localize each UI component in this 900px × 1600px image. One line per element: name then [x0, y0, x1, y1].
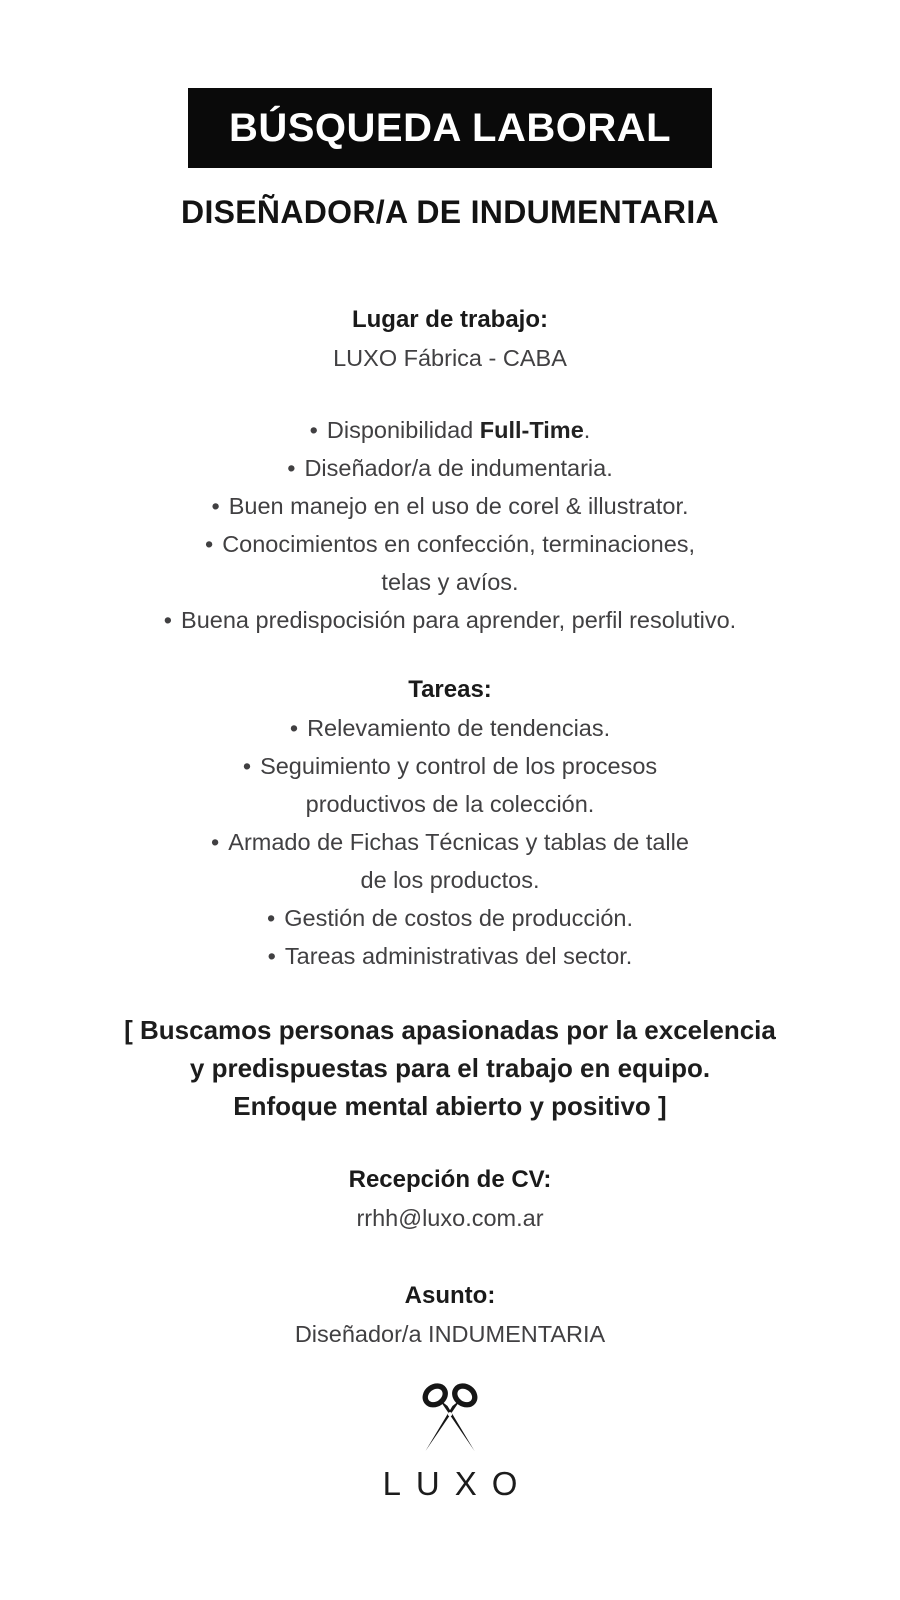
bullet-marker: •	[309, 417, 318, 443]
bullet-marker: •	[267, 943, 276, 969]
requirement-text: Diseñador/a de indumentaria.	[304, 455, 613, 481]
requirement-text-bold: Full-Time	[479, 417, 584, 443]
location-value: LUXO Fábrica - CABA	[333, 345, 567, 371]
subject-value: Diseñador/a INDUMENTARIA	[294, 1321, 606, 1347]
scissors-icon	[404, 1379, 496, 1461]
banner-title: BÚSQUEDA LABORAL	[228, 105, 672, 150]
task-item	[211, 899, 689, 937]
requirement-item	[164, 411, 736, 449]
requirement-text: telas y avíos.	[381, 569, 519, 595]
requirement-text: Disponibilidad	[326, 417, 480, 443]
requirement-text: Conocimientos en confección, terminaciones,	[222, 531, 696, 557]
task-text: Seguimiento y control de los procesos	[260, 753, 658, 779]
requirement-item	[164, 487, 736, 525]
section-subject	[295, 1277, 605, 1353]
values-note-line: [ Buscamos personas apasionadas por la excelencia	[124, 1015, 776, 1045]
cv-email: rrhh@luxo.com.ar	[356, 1205, 544, 1231]
bullet-marker: •	[211, 829, 220, 855]
task-item-continuation	[211, 785, 689, 823]
task-item	[211, 709, 689, 747]
task-text: Tareas administrativas del sector.	[284, 943, 633, 969]
subject-label: Asunto:	[404, 1282, 496, 1309]
banner	[188, 88, 712, 168]
bullet-marker: •	[287, 455, 296, 481]
requirement-text: Buena predispocisión para aprender, perfil resolutivo.	[181, 607, 737, 633]
bullet-marker: •	[163, 607, 173, 633]
task-text: Armado de Fichas Técnicas y tablas de talle	[228, 829, 689, 855]
task-item	[211, 823, 689, 861]
requirement-item	[164, 449, 736, 487]
task-text: de los productos.	[360, 867, 540, 893]
bullet-marker: •	[204, 531, 214, 557]
values-note-line: Enfoque mental abierto y positivo ]	[233, 1091, 667, 1121]
task-text: productivos de la colección.	[305, 791, 595, 817]
cv-label: Recepción de CV:	[348, 1166, 552, 1193]
requirement-item-continuation	[164, 563, 736, 601]
requirement-text: Buen manejo en el uso de corel & illustrator.	[228, 493, 689, 519]
task-text: Gestión de costos de producción.	[284, 905, 634, 931]
section-tasks	[211, 671, 689, 975]
brand-wordmark: LUXO	[382, 1465, 533, 1502]
section-cv-reception	[349, 1161, 552, 1237]
requirement-item	[164, 601, 736, 639]
task-text: Relevamiento de tendencias.	[307, 715, 611, 741]
requirement-item	[164, 525, 736, 563]
section-requirements	[164, 411, 736, 639]
bullet-marker: •	[289, 715, 299, 741]
brand-logo	[368, 1379, 533, 1503]
job-title: DISEÑADOR/A DE INDUMENTARIA	[181, 194, 719, 230]
tasks-label: Tareas:	[408, 676, 492, 703]
bullet-marker: •	[211, 493, 220, 519]
location-label: Lugar de trabajo:	[351, 306, 548, 333]
requirement-text-post: .	[583, 417, 591, 443]
section-location	[333, 301, 567, 377]
bullet-marker: •	[266, 905, 276, 931]
task-item-continuation	[211, 861, 689, 899]
bullet-marker: •	[242, 753, 252, 779]
task-item	[211, 747, 689, 785]
task-item	[211, 937, 689, 975]
values-note-line: y predispuestas para el trabajo en equipo.	[189, 1053, 711, 1083]
values-note	[124, 1011, 776, 1125]
